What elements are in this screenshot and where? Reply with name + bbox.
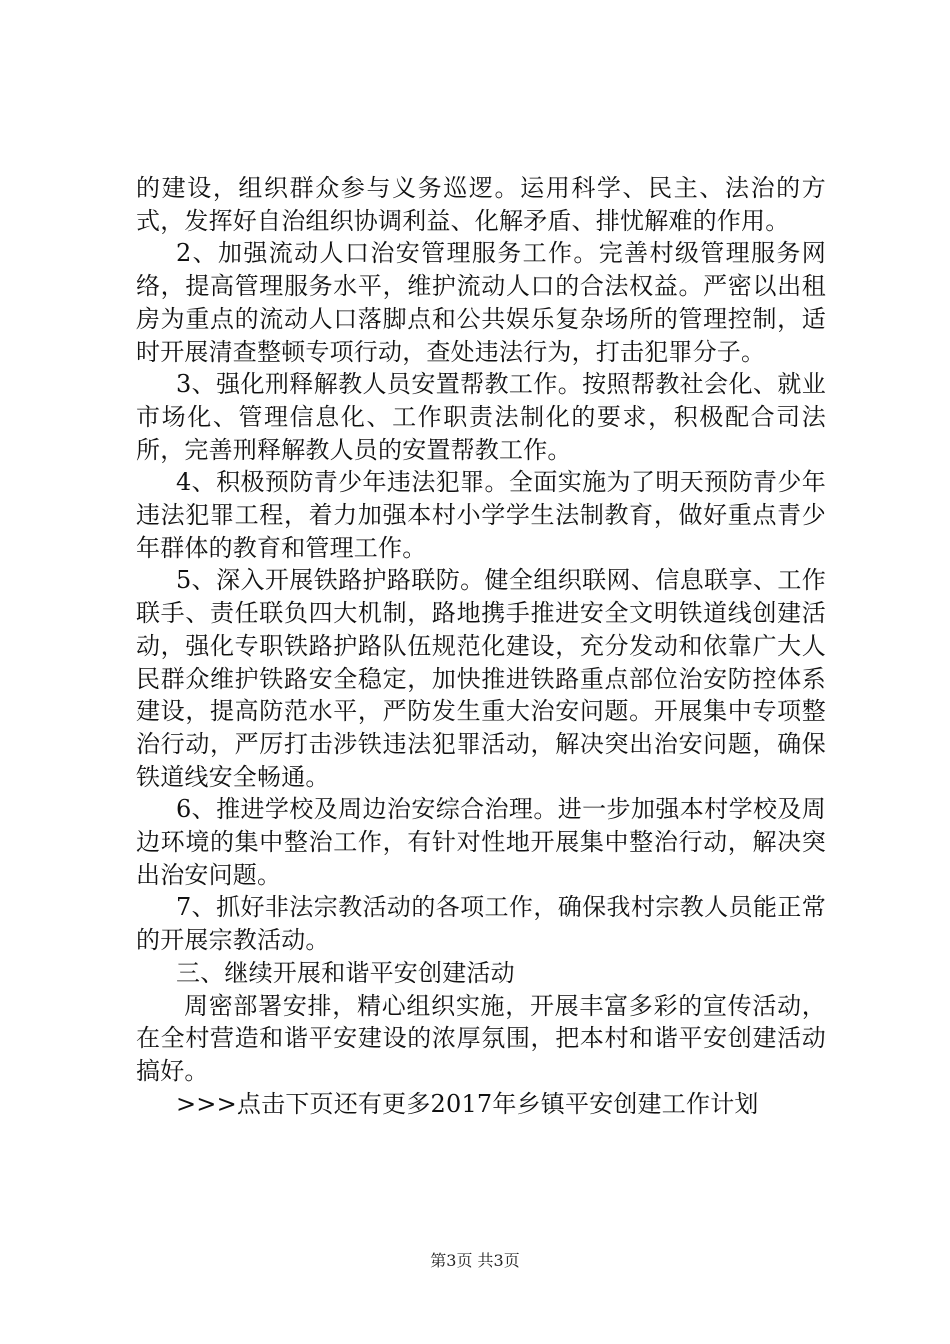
- document-body: [136, 172, 826, 1120]
- page-number: 第3页 共3页: [430, 1251, 520, 1270]
- paragraph-item-5: 5、深入开展铁路护路联防。健全组织联网、信息联享、工作联手、责任联负四大机制，路地携手推进安全文明铁道线创建活动，强化专职铁路护路队伍规范化建设，充分发动和依靠广大人民群众维护铁路安全稳定，加快推进铁路重点部位治安防控体系建设，提高防范水平，严防发生重大治安问题。开展集中专项整治行动，严厉打击涉铁违法犯罪活动，解决突出治安问题，确保铁道线安全畅通。: [136, 566, 826, 791]
- paragraph-item-6: 6、推进学校及周边治安综合治理。进一步加强本村学校及周边环境的集中整治工作，有针对性地开展集中整治行动，解决突出治安问题。: [136, 795, 826, 889]
- paragraph-item-4: 4、积极预防青少年违法犯罪。全面实施为了明天预防青少年违法犯罪工程，着力加强本村小学学生法制教育，做好重点青少年群体的教育和管理工作。: [136, 468, 826, 562]
- paragraph-section-3: 周密部署安排，精心组织实施，开展丰富多彩的宣传活动，在全村营造和谐平安建设的浓厚氛围，把本村和谐平安创建活动搞好。: [136, 991, 826, 1085]
- paragraph-item-3: 3、强化刑释解教人员安置帮教工作。按照帮教社会化、就业市场化、管理信息化、工作职责法制化的要求，积极配合司法所，完善刑释解教人员的安置帮教工作。: [136, 370, 826, 464]
- paragraph-item-7: 7、抓好非法宗教活动的各项工作，确保我村宗教人员能正常的开展宗教活动。: [136, 893, 826, 955]
- paragraph-item-2: 2、加强流动人口治安管理服务工作。完善村级管理服务网络，提高管理服务水平，维护流动人口的合法权益。严密以出租房为重点的流动人口落脚点和公共娱乐复杂场所的管理控制，适时开展清查整顿专项行动，查处违法行为，打击犯罪分子。: [136, 239, 826, 366]
- paragraph-continuation: 的建设，组织群众参与义务巡逻。运用科学、民主、法治的方式，发挥好自治组织协调利益、化解矛盾、排忧解难的作用。: [136, 174, 826, 235]
- section-heading-3: 三、继续开展和谐平安创建活动: [176, 958, 515, 987]
- more-link[interactable]: >>>点击下页还有更多2017年乡镇平安创建工作计划: [176, 1089, 759, 1118]
